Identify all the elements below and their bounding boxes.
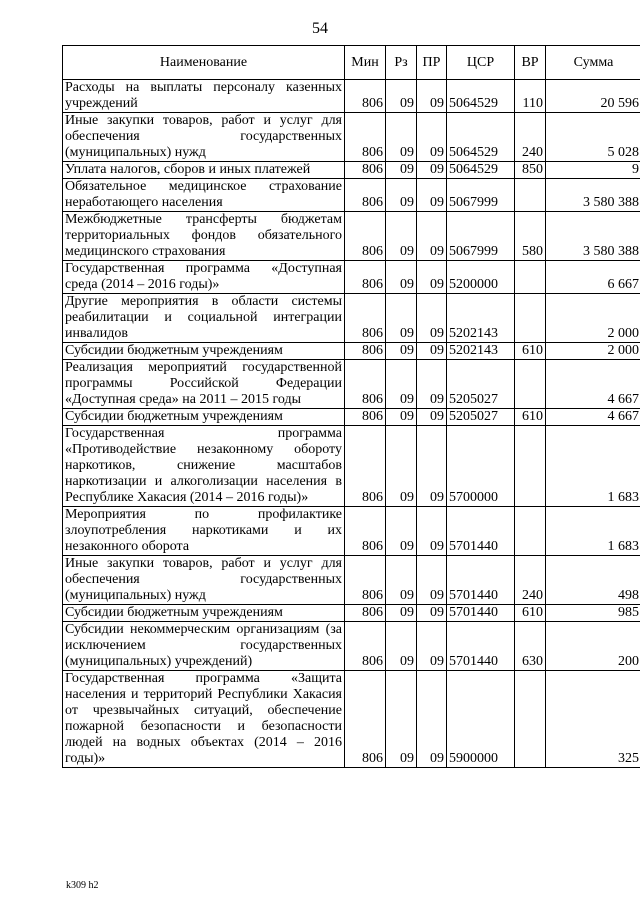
row-sum: 20 596	[546, 80, 640, 113]
row-pr: 09	[417, 409, 447, 426]
row-sum: 6 667	[546, 261, 640, 294]
table-row	[63, 556, 640, 605]
row-name: Субсидии некоммерческим организациям (за исключением государственных (муниципальных) учреждений)	[63, 622, 345, 671]
row-rz: 09	[386, 507, 417, 556]
row-csr: 5202143	[447, 343, 515, 360]
row-pr: 09	[417, 179, 447, 212]
row-min: 806	[345, 671, 386, 768]
row-csr: 5701440	[447, 622, 515, 671]
row-name: Иные закупки товаров, работ и услуг для обеспечения государственных (муниципальных) нужд	[63, 113, 345, 162]
row-name: Реализация мероприятий государственной программы Российской Федерации «Доступная среда» на 2011 – 2015 годы	[63, 360, 345, 409]
row-min: 806	[345, 261, 386, 294]
row-vr: 610	[515, 409, 546, 426]
row-pr: 09	[417, 113, 447, 162]
row-sum: 200	[546, 622, 640, 671]
row-sum: 1 683	[546, 426, 640, 507]
row-sum: 1 683	[546, 507, 640, 556]
table-row	[63, 605, 640, 622]
table-row	[63, 80, 640, 113]
table-row	[63, 426, 640, 507]
table-row	[63, 294, 640, 343]
row-pr: 09	[417, 162, 447, 179]
row-min: 806	[345, 556, 386, 605]
header-vr: ВР	[515, 46, 546, 80]
row-rz: 09	[386, 80, 417, 113]
table-row	[63, 162, 640, 179]
row-vr	[515, 507, 546, 556]
row-name: Государственная программа «Противодействие незаконному обороту наркотиков, снижение масштабов наркотизации и алкоголизации населения в Республике Хакасия (2014 – 2016 годы)»	[63, 426, 345, 507]
row-vr: 630	[515, 622, 546, 671]
row-name: Уплата налогов, сборов и иных платежей	[63, 162, 345, 179]
row-sum: 2 000	[546, 343, 640, 360]
row-vr	[515, 261, 546, 294]
row-rz: 09	[386, 179, 417, 212]
row-name: Государственная программа «Доступная среда (2014 – 2016 годы)»	[63, 261, 345, 294]
row-name: Мероприятия по профилактике злоупотребления наркотиками и их незаконного оборота	[63, 507, 345, 556]
table-header-row	[63, 46, 640, 80]
row-csr: 5205027	[447, 360, 515, 409]
row-min: 806	[345, 343, 386, 360]
row-min: 806	[345, 162, 386, 179]
row-csr: 5701440	[447, 556, 515, 605]
row-rz: 09	[386, 671, 417, 768]
row-sum: 3 580 388	[546, 179, 640, 212]
row-csr: 5202143	[447, 294, 515, 343]
table-row	[63, 622, 640, 671]
row-vr: 850	[515, 162, 546, 179]
header-rz: Рз	[386, 46, 417, 80]
row-sum: 4 667	[546, 360, 640, 409]
row-min: 806	[345, 294, 386, 343]
budget-table	[62, 45, 640, 768]
row-rz: 09	[386, 360, 417, 409]
row-min: 806	[345, 212, 386, 261]
table-row	[63, 409, 640, 426]
table-row	[63, 179, 640, 212]
page-number: 54	[312, 20, 328, 37]
row-rz: 09	[386, 113, 417, 162]
row-pr: 09	[417, 212, 447, 261]
row-csr: 5064529	[447, 113, 515, 162]
row-pr: 09	[417, 261, 447, 294]
row-vr	[515, 294, 546, 343]
row-name: Субсидии бюджетным учреждениям	[63, 605, 345, 622]
row-csr: 5205027	[447, 409, 515, 426]
row-name: Государственная программа «Защита населения и территорий Республики Хакасия от чрезвычайных ситуаций, обеспечение пожарной безопасности и безопасности людей на водных объектах (2014 – 2016 годы)»	[63, 671, 345, 768]
row-sum: 3 580 388	[546, 212, 640, 261]
row-name: Другие мероприятия в области системы реабилитации и социальной интеграции инвалидов	[63, 294, 345, 343]
header-pr: ПР	[417, 46, 447, 80]
row-sum: 4 667	[546, 409, 640, 426]
row-vr	[515, 360, 546, 409]
row-csr: 5064529	[447, 162, 515, 179]
row-vr: 610	[515, 343, 546, 360]
row-name: Межбюджетные трансферты бюджетам территориальных фондов обязательного медицинского страхования	[63, 212, 345, 261]
row-vr: 580	[515, 212, 546, 261]
row-vr	[515, 671, 546, 768]
row-pr: 09	[417, 507, 447, 556]
row-csr: 5067999	[447, 212, 515, 261]
row-csr: 5900000	[447, 671, 515, 768]
row-sum: 498	[546, 556, 640, 605]
table-row	[63, 360, 640, 409]
row-pr: 09	[417, 80, 447, 113]
table-row	[63, 343, 640, 360]
row-name: Обязательное медицинское страхование неработающего населения	[63, 179, 345, 212]
row-sum: 9	[546, 162, 640, 179]
row-rz: 09	[386, 409, 417, 426]
row-min: 806	[345, 426, 386, 507]
row-pr: 09	[417, 556, 447, 605]
row-rz: 09	[386, 261, 417, 294]
row-min: 806	[345, 80, 386, 113]
row-rz: 09	[386, 426, 417, 507]
table-row	[63, 671, 640, 768]
table-row	[63, 261, 640, 294]
row-min: 806	[345, 360, 386, 409]
row-sum: 2 000	[546, 294, 640, 343]
row-pr: 09	[417, 360, 447, 409]
row-min: 806	[345, 113, 386, 162]
row-rz: 09	[386, 556, 417, 605]
row-name: Расходы на выплаты персоналу казенных учреждений	[63, 80, 345, 113]
row-vr	[515, 426, 546, 507]
row-sum: 985	[546, 605, 640, 622]
row-sum: 325	[546, 671, 640, 768]
row-name: Субсидии бюджетным учреждениям	[63, 343, 345, 360]
row-min: 806	[345, 622, 386, 671]
table-row	[63, 113, 640, 162]
row-min: 806	[345, 605, 386, 622]
row-pr: 09	[417, 671, 447, 768]
row-rz: 09	[386, 605, 417, 622]
row-csr: 5064529	[447, 80, 515, 113]
row-vr: 240	[515, 113, 546, 162]
row-rz: 09	[386, 294, 417, 343]
row-rz: 09	[386, 343, 417, 360]
row-name: Иные закупки товаров, работ и услуг для обеспечения государственных (муниципальных) нужд	[63, 556, 345, 605]
header-csr: ЦСР	[447, 46, 515, 80]
row-rz: 09	[386, 212, 417, 261]
row-name: Субсидии бюджетным учреждениям	[63, 409, 345, 426]
row-pr: 09	[417, 426, 447, 507]
row-min: 806	[345, 507, 386, 556]
header-name: Наименование	[63, 46, 345, 80]
row-csr: 5701440	[447, 507, 515, 556]
header-sum: Сумма	[546, 46, 640, 80]
row-csr: 5200000	[447, 261, 515, 294]
row-csr: 5700000	[447, 426, 515, 507]
footer-code: k309 h2	[66, 880, 99, 891]
row-csr: 5067999	[447, 179, 515, 212]
row-rz: 09	[386, 162, 417, 179]
table-row	[63, 507, 640, 556]
row-csr: 5701440	[447, 605, 515, 622]
row-min: 806	[345, 179, 386, 212]
row-min: 806	[345, 409, 386, 426]
row-vr: 610	[515, 605, 546, 622]
row-pr: 09	[417, 343, 447, 360]
row-vr: 240	[515, 556, 546, 605]
row-vr: 110	[515, 80, 546, 113]
row-pr: 09	[417, 605, 447, 622]
row-sum: 5 028	[546, 113, 640, 162]
row-rz: 09	[386, 622, 417, 671]
header-min: Мин	[345, 46, 386, 80]
row-pr: 09	[417, 622, 447, 671]
table-row	[63, 212, 640, 261]
row-vr	[515, 179, 546, 212]
row-pr: 09	[417, 294, 447, 343]
